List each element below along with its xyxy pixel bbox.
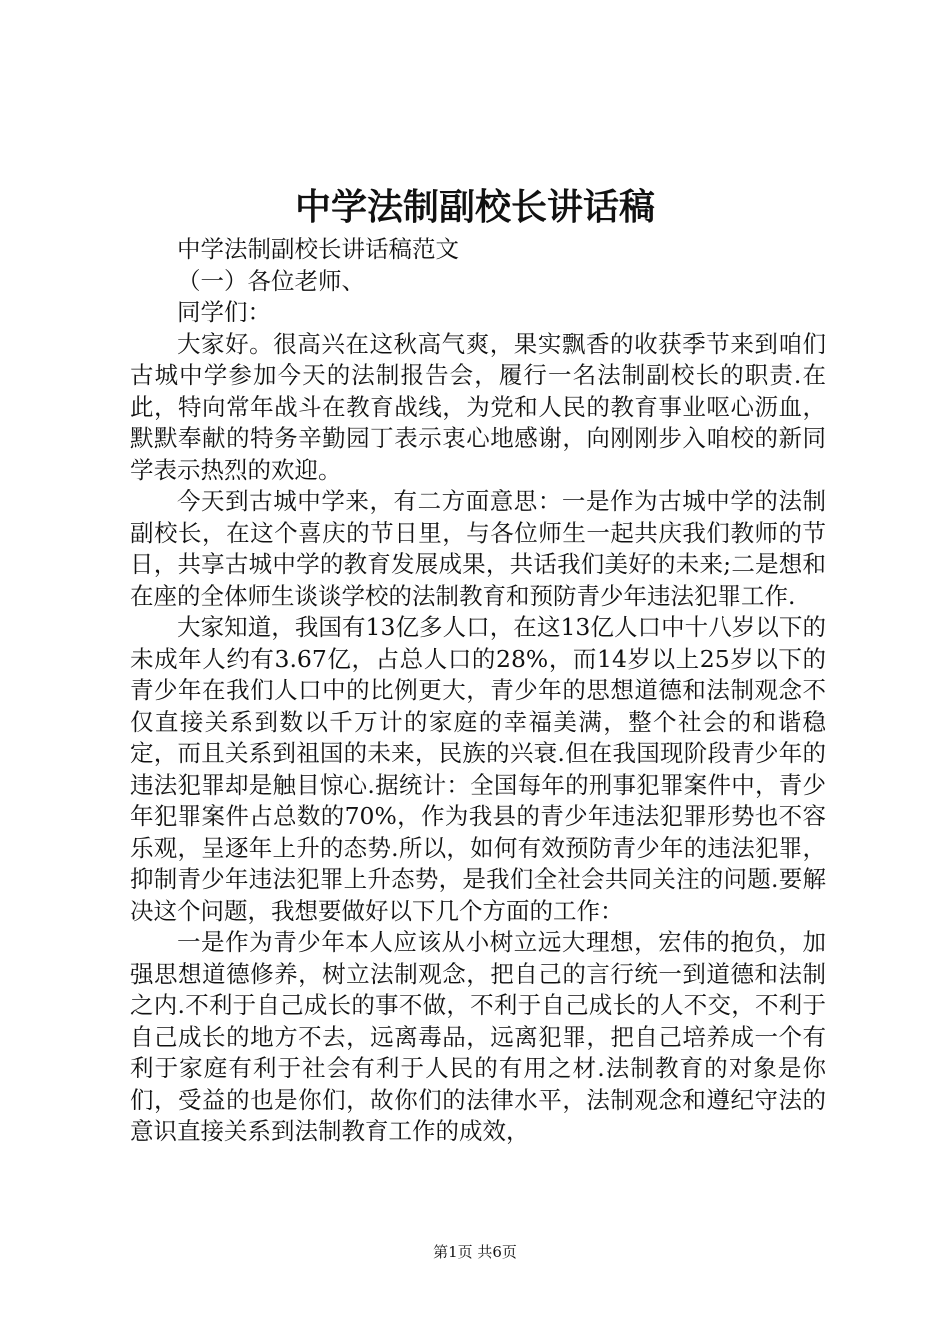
paragraph-salutation-1: （一）各位老师、 [177, 266, 365, 295]
paragraph-purpose: 今天到古城中学来，有二方面意思：一是作为古城中学的法制副校长，在这个喜庆的节日里，与各位师生一起共庆我们教师的节日，共享古城中学的教育发展成果，共话我们美好的未来;二是想和在座的全体师生谈谈学校的法制教育和预防青少年违法犯罪工作. [130, 487, 826, 610]
document-title: 中学法制副校长讲话稿 [294, 187, 655, 228]
paragraph-subtitle: 中学法制副校长讲话稿范文 [177, 235, 459, 263]
page-footer: 第1页 共6页 [433, 1243, 517, 1261]
paragraph-statistics: 大家知道，我国有13亿多人口，在这13亿人口中十八岁以下的未成年人约有3.67亿，占总人口的28%，而14岁以上25岁以下的青少年在我们人口中的比例更大，青少年的思想道德和法制观念不仅直接关系到数以千万计的家庭的幸福美满，整个社会的和谐稳定，而且关系到祖国的未来，民族的兴衰.但在我国现阶段青少年的违法犯罪却是触目惊心.据统计：全国每年的刑事犯罪案件中，青少年犯罪案件占总数的70%，作为我县的青少年违法犯罪形势也不容乐观，呈逐年上升的态势.所以，如何有效预防青少年的违法犯罪，抑制青少年违法犯罪上升态势，是我们全社会共同关注的问题.要解决这个问题，我想要做好以下几个方面的工作： [130, 613, 826, 925]
paragraph-greeting: 大家好。很高兴在这秋高气爽，果实飘香的收获季节来到咱们古城中学参加今天的法制报告会，履行一名法制副校长的职责.在此，特向常年战斗在教育战线，为党和人民的教育事业呕心沥血，默默奉献的特务辛勤园丁表示衷心地感谢，向刚刚步入咱校的新同学表示热烈的欢迎。 [130, 329, 826, 484]
paragraph-salutation-2: 同学们： [177, 298, 271, 326]
paragraph-point-one: 一是作为青少年本人应该从小树立远大理想，宏伟的抱负，加强思想道德修养，树立法制观念，把自己的言行统一到道德和法制之内.不利于自己成长的事不做，不利于自己成长的人不交，不利于自己成长的地方不去，远离毒品，远离犯罪，把自己培养成一个有利于家庭有利于社会有利于人民的有用之材.法制教育的对象是你们，受益的也是你们，故你们的法律水平，法制观念和遵纪守法的意识直接关系到法制教育工作的成效， [130, 928, 826, 1145]
document-body [130, 234, 826, 1148]
